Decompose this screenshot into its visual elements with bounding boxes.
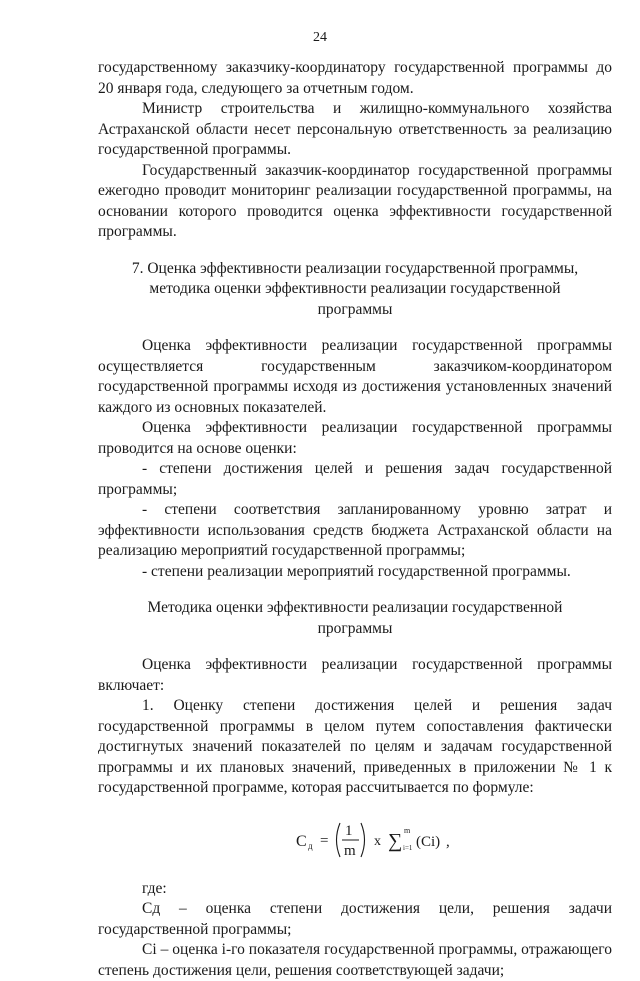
section-heading: 7. Оценка эффективности реализации государственной программы, методика оценки эффективности реализации государственной программы xyxy=(131,259,579,318)
formula-times: x xyxy=(374,833,381,849)
paragraph-monitoring: Государственный заказчик-координатор государственной программы ежегодно проводит мониторинг реализации государственной программы, на основании которого проводится оценка эффективности государственной программы. xyxy=(98,161,612,240)
formula-equals: = xyxy=(320,832,329,849)
formula-left-paren xyxy=(337,823,341,857)
paragraph-assessment-1: 1. Оценку степени достижения целей и решения задач государственной программы в целом путем сопоставления фактически достигнутых значений показателей по целям и задачам государственной программы и их плановых значений, приведенных в приложении № 1 к государственной программе, которая рассчитывается по формуле: xyxy=(98,697,612,796)
paragraph-evaluation-basis: Оценка эффективности реализации государственной программы осуществляется государственным заказчиком-координатором государственной программы исходя из достижения установленных значений каждого из основных показателей. xyxy=(98,337,612,416)
formula-term: (Ci) xyxy=(416,833,441,850)
formula-sum-sign: ∑ xyxy=(388,829,403,852)
formula-sum-lower: i=1 xyxy=(403,843,413,852)
document-body xyxy=(98,58,612,981)
paragraph-methodology-intro: Оценка эффективности реализации государственной программы включает: xyxy=(98,656,612,694)
formula-denominator: m xyxy=(344,842,356,859)
definition-cd: Сд – оценка степени достижения цели, решения задачи государственной программы; xyxy=(98,900,612,938)
paragraph-evaluation-criteria: Оценка эффективности реализации государственной программы проводится на основе оценки: xyxy=(98,419,612,457)
formula-trailing-comma: , xyxy=(446,833,450,850)
definition-ci: Ci – оценка i-го показателя государственной программы, отражающего степень достижения цели, решения соответствующей задачи; xyxy=(98,941,612,979)
list-item-costs: - степени соответствия запланированному уровню затрат и эффективности использования средств бюджета Астраханской области на реализацию мероприятий государственной программы; xyxy=(98,501,612,559)
methodology-heading: Методика оценки эффективности реализации государственной программы xyxy=(147,599,563,637)
formula-right-paren xyxy=(361,823,365,857)
paragraph-where: где: xyxy=(142,879,167,897)
list-item-activities: - степени реализации мероприятий государственной программы. xyxy=(142,562,571,580)
formula xyxy=(294,809,464,871)
paragraph-continuation: государственному заказчику-координатору государственной программы до 20 января года, следующего за отчетным годом. xyxy=(98,59,612,97)
formula-lhs: C xyxy=(296,832,307,850)
list-item-goals: - степени достижения целей и решения задач государственной программы; xyxy=(98,460,612,498)
formula-sum-upper: m xyxy=(404,825,411,835)
page-number: 24 xyxy=(313,30,327,45)
paragraph-minister-responsibility: Министр строительства и жилищно-коммунального хозяйства Астраханской области несет персональную ответственность за реализацию государственной программы. xyxy=(98,100,612,158)
formula-lhs-subscript: д xyxy=(308,840,313,851)
formula-block xyxy=(98,809,612,871)
formula-numerator: 1 xyxy=(345,822,353,839)
